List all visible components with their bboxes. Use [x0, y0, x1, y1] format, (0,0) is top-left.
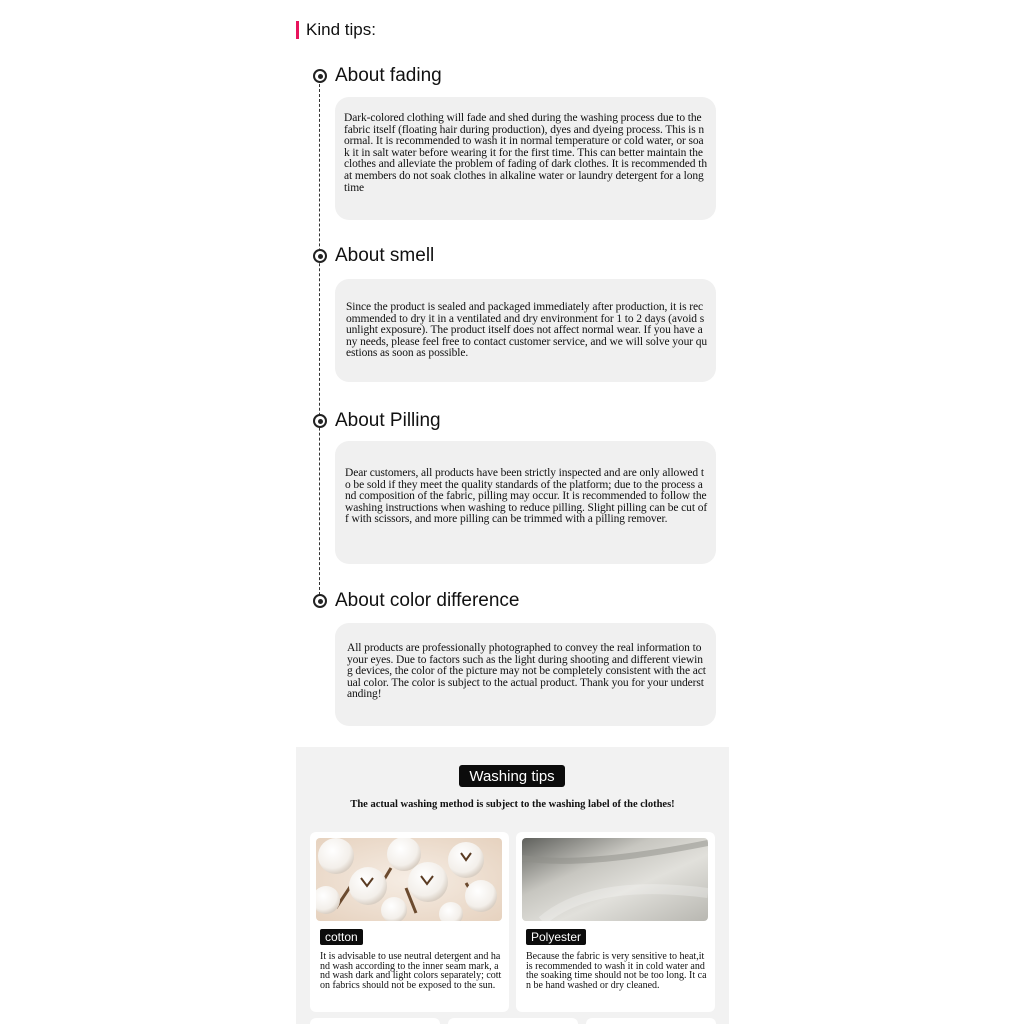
tip-box-pilling — [335, 441, 716, 564]
kind-tips-title: Kind tips: — [306, 20, 376, 39]
tip-text-fading: Dark-colored clothing will fade and shed during the washing process due to the fabric itself (floating hair during production), dyes and dyeing process. This is normal. It is recommended to wash it in normal temperature or cold water, or soak it in salt water before wearing it for the first time. This can better maintain the clothes and alleviate the problem of fading of dark clothes. It is recommended that members do not soak clothes in alkaline water or laundry detergent for a long time — [344, 112, 707, 194]
kind-tips-header — [296, 20, 376, 40]
tip-box-color-difference — [335, 623, 716, 726]
fabric-card-partial — [310, 1018, 440, 1030]
timeline-dot-icon — [313, 249, 327, 263]
cotton-image — [316, 838, 502, 921]
timeline-dot-icon — [313, 414, 327, 428]
fabric-tag-cotton: cotton — [320, 929, 363, 945]
timeline-dot-icon — [313, 594, 327, 608]
fabric-card-partial — [448, 1018, 578, 1030]
timeline-dot-icon — [313, 69, 327, 83]
tip-box-smell — [335, 279, 716, 382]
fabric-tag-polyester: Polyester — [526, 929, 586, 945]
section-title-color-difference: About color difference — [313, 590, 520, 612]
section-title-fading: About fading — [313, 65, 442, 87]
washing-tips-title: Washing tips — [459, 765, 565, 787]
fabric-desc-cotton: It is advisable to use neutral detergent and hand wash according to the inner seam mark, and wash dark and light colors separately; cotton fabrics should not be exposed to the sun. — [320, 951, 502, 991]
polyester-image — [522, 838, 708, 921]
fabric-desc-polyester: Because the fabric is very sensitive to heat,it is recommended to wash it in cold water and the soaking time should not be too long. It can be hand washed or dry cleaned. — [526, 951, 707, 991]
tip-text-color-difference: All products are professionally photographed to convey the real information to your eyes. Due to factors such as the light during shooting and different viewing devices, the color of the picture may not be completely consistent with the actual color. The color is subject to the actual product. Thank you for your understanding! — [347, 642, 706, 701]
fabric-card-partial — [586, 1018, 716, 1030]
timeline-dashed-line — [319, 84, 320, 600]
tip-text-pilling: Dear customers, all products have been strictly inspected and are only allowed to be sold if they meet the quality standards of the platform; due to the process and composition of the fabric, pilling may occur. It is recommended to follow the washing instructions when washing to reduce pilling. Slight pilling can be cut off with scissors, and more pilling can be trimmed with a pilling remover. — [345, 467, 708, 526]
tip-text-smell: Since the product is sealed and packaged immediately after production, it is recommended to dry it in a ventilated and dry environment for 1 to 2 days (avoid sunlight exposure). The product itself does not affect normal wear. If you have any needs, please feel free to contact customer service, and we will solve your questions as soon as possible. — [346, 301, 708, 360]
section-title-smell: About smell — [313, 245, 434, 267]
tip-box-fading — [335, 97, 716, 220]
accent-bar — [296, 21, 299, 39]
washing-tips-subtitle: The actual washing method is subject to the washing label of the clothes! — [350, 799, 675, 810]
fabric-card-polyester — [516, 832, 715, 1012]
section-title-pilling: About Pilling — [313, 410, 441, 432]
fabric-card-cotton — [310, 832, 509, 1012]
